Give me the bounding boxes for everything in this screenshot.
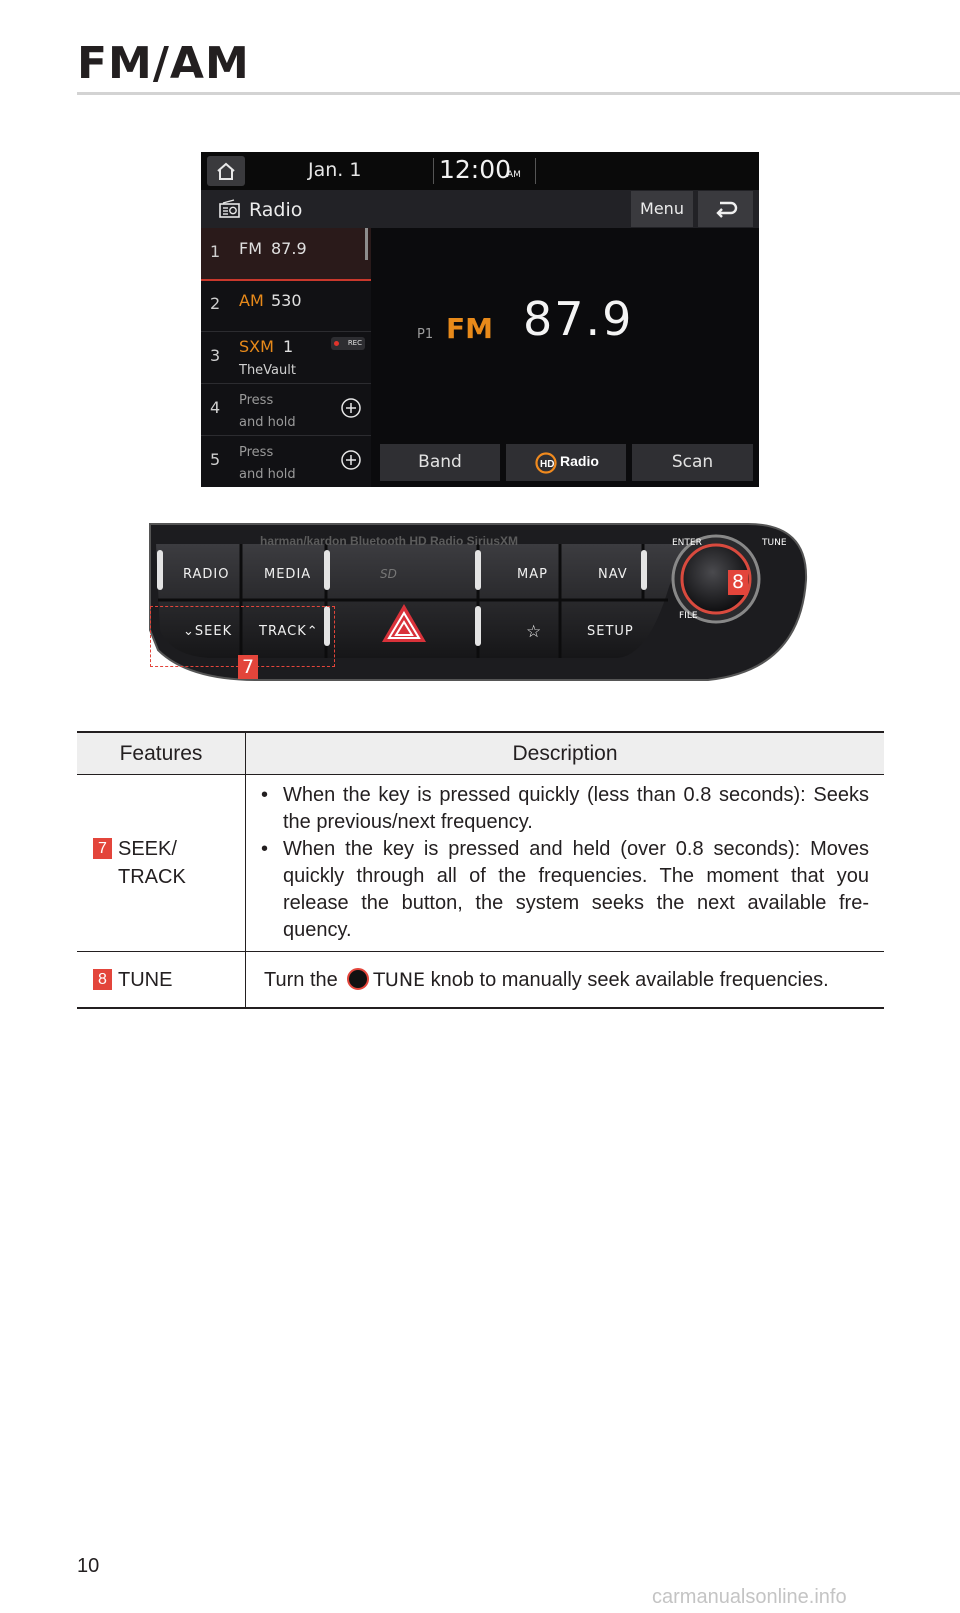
preset-band: AM (239, 291, 264, 310)
back-icon (714, 200, 738, 218)
page-number: 10 (77, 1555, 100, 1577)
menu-button[interactable]: Menu (631, 191, 693, 227)
description-text-end: knob to manually seek available frequencies. (430, 968, 829, 991)
nav-key[interactable]: NAV (598, 567, 628, 582)
panel-brand-text: harman/kardon Bluetooth HD Radio SiriusXM (260, 534, 519, 548)
hazard-key[interactable] (391, 620, 441, 654)
setup-key[interactable]: SETUP (587, 624, 634, 639)
preset-number: 3 (210, 346, 221, 365)
header-description: Description (246, 732, 885, 775)
favorite-key[interactable] (526, 622, 542, 642)
add-preset-icon[interactable] (340, 449, 362, 471)
callout-badge-7: 7 (93, 838, 112, 859)
preset-channel: 1 (283, 337, 294, 356)
description-text-start: Turn the (264, 968, 338, 991)
file-label: FILE (679, 611, 698, 621)
preset-hint-line1: Press (239, 445, 274, 460)
preset-number: 4 (210, 398, 221, 417)
preset-frequency: 530 (271, 291, 302, 310)
status-divider (433, 158, 434, 184)
description-bullet: • When the key is pressed and held (over 0.8 seconds): Moves quickly through all of the frequencies. The moment that you release the button, the system seeks the next available fre-quency. (283, 836, 869, 944)
add-preset-icon[interactable] (340, 397, 362, 419)
table-row (77, 775, 884, 952)
table-row (77, 952, 884, 1009)
enter-label: ENTER (672, 538, 702, 548)
preset-number: 2 (210, 294, 221, 313)
preset-hint (239, 390, 296, 434)
status-divider (535, 158, 536, 184)
preset-item-3[interactable] (201, 332, 371, 384)
status-bar (201, 152, 759, 190)
title-rule (77, 92, 960, 95)
svg-text:HD: HD (540, 459, 555, 470)
feature-name: SEEK/ TRACK (118, 838, 186, 888)
status-time: 12:00 (439, 155, 512, 184)
now-playing-frequency: 87.9 (523, 292, 634, 346)
preset-band: FM (239, 239, 263, 258)
callout-8: 8 (728, 570, 748, 595)
band-button[interactable]: Band (380, 444, 500, 481)
callout-badge-8: 8 (93, 969, 112, 990)
features-table (77, 731, 884, 1009)
hd-radio-label: Radio (560, 453, 599, 469)
preset-number: 1 (210, 242, 221, 261)
description-cell (246, 952, 885, 1009)
home-button[interactable] (207, 156, 245, 186)
hd-radio-button[interactable] (506, 444, 626, 481)
preset-item-1[interactable] (201, 228, 371, 281)
home-icon (215, 161, 237, 181)
watermark: carmanualsonline.info (652, 1586, 847, 1608)
preset-item-5[interactable] (201, 436, 371, 487)
now-playing-band: FM (446, 312, 493, 345)
chevron-up-icon: ⌃ (306, 624, 319, 639)
rec-label: REC (347, 339, 362, 347)
seek-key-label: SEEK (194, 624, 233, 639)
preset-list (201, 228, 371, 487)
tune-knob-icon (347, 968, 369, 990)
status-date: Jan. 1 (308, 159, 362, 181)
map-key[interactable]: MAP (517, 567, 548, 582)
star-icon: ☆ (526, 622, 543, 642)
chevron-down-icon: ⌄ (183, 624, 195, 639)
radio-screen-image (201, 152, 759, 487)
preset-hint (239, 442, 296, 486)
preset-hint-line1: Press (239, 393, 274, 408)
callout-7: 7 (238, 655, 258, 679)
page-title: FM/AM (77, 38, 250, 89)
preset-item-4[interactable] (201, 384, 371, 436)
rec-badge (331, 337, 365, 350)
table-header-row (77, 732, 884, 775)
media-key[interactable]: MEDIA (264, 567, 312, 582)
preset-number: 5 (210, 450, 221, 469)
preset-hint-line2: and hold (239, 415, 296, 430)
rec-dot-icon (334, 341, 339, 346)
scan-button[interactable]: Scan (632, 444, 753, 481)
track-key-label: TRACK (259, 624, 307, 639)
feature-cell (77, 952, 246, 1009)
preset-frequency: 87.9 (271, 239, 307, 258)
preset-band: SXM (239, 337, 274, 356)
preset-scrollbar[interactable] (365, 228, 368, 260)
back-button[interactable] (698, 191, 753, 227)
description-bullet: • When the key is pressed quickly (less than 0.8 seconds): Seeks the previous/next frequency. (283, 782, 869, 836)
tune-knob-label: TUNE (373, 968, 426, 991)
feature-name: TUNE (118, 968, 173, 991)
radio-icon (219, 199, 241, 223)
status-ampm: AM (507, 170, 521, 180)
preset-channel-name: TheVault (239, 363, 296, 378)
hd-radio-logo-icon (534, 452, 558, 474)
preset-hint-line2: and hold (239, 467, 296, 482)
header-features: Features (77, 732, 246, 775)
description-cell (246, 775, 885, 952)
feature-cell (77, 775, 246, 952)
radio-key[interactable]: RADIO (183, 567, 230, 582)
now-playing-preset: P1 (417, 327, 434, 342)
svg-text:SD: SD (380, 567, 397, 581)
screen-title: Radio (249, 199, 303, 221)
tune-label: TUNE (762, 538, 787, 548)
preset-item-2[interactable] (201, 280, 371, 332)
